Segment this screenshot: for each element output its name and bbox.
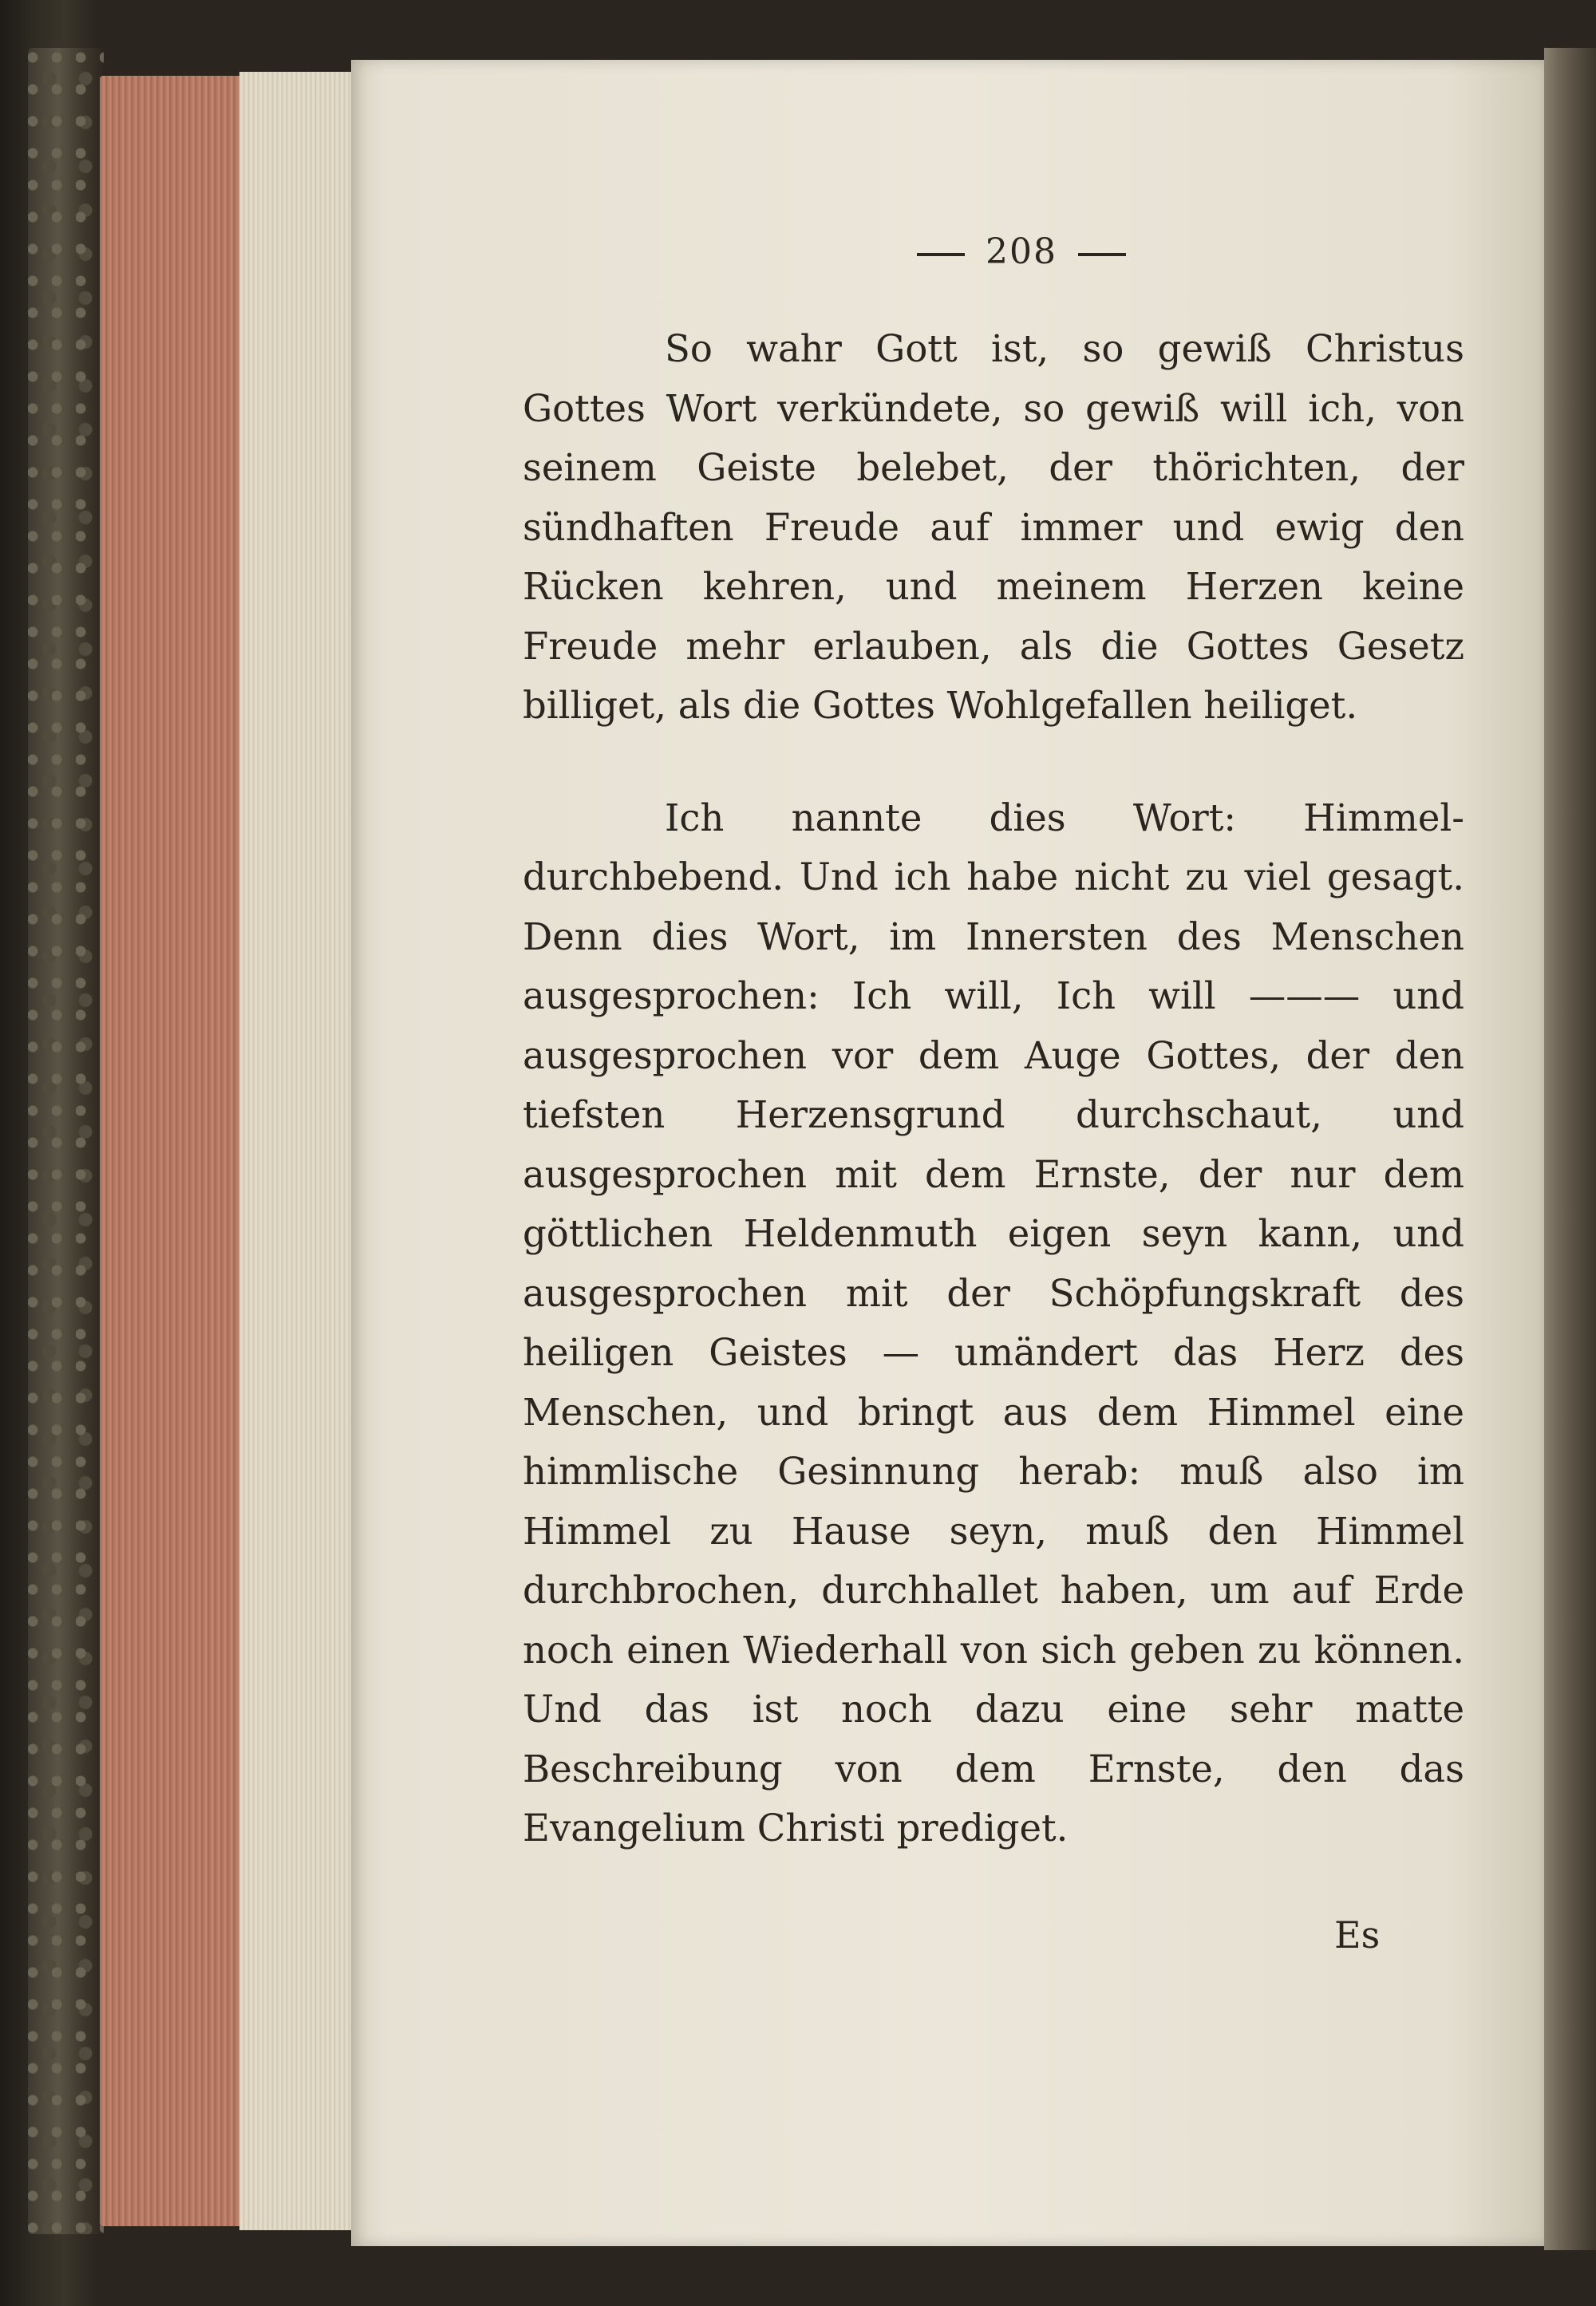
book-cover-edge [28,48,104,2234]
catchword: Es [1334,1913,1381,1957]
page-block-inner-edges [239,72,359,2230]
header-dash-right [1078,253,1126,256]
header-dash-left [917,253,965,256]
page-number: 208 [986,231,1057,272]
page-header [878,231,1165,272]
paragraph-2: Ich nannte dies Wort: Himmel-durchbebend. Und ich habe nicht zu viel gesagt. Denn dies Wort, im Innersten des Menschen ausgesprochen: Ich will, Ich will ——— und ausgesprochen vor dem Auge Gottes, der den tiefsten Herzensgrund durchschaut, und ausgesprochen mit dem Ernste, der nur dem göttlichen Heldenmuth eigen seyn kann, und ausgesprochen mit der Schöpfungskraft des heiligen Geistes — umändert das Herz des Menschen, und bringt aus dem Himmel eine himmlische Gesinnung herab: muß also im Himmel zu Hause seyn, muß den Himmel durchbrochen, durchhallet haben, um auf Erde noch einen Wiederhall von sich geben zu können. Und das ist noch dazu eine sehr matte Beschreibung von dem Ernste, den das Evangelium Christi prediget. [523,796,1464,1850]
page-body [523,319,1464,1858]
paragraph-1: So wahr Gott ist, so gewiß Christus Gottes Wort verkündete, so gewiß will ich, von seinem Geiste belebet, der thörichten, der sündhaften Freude auf immer und ewig den Rücken kehren, und meinem Herzen keine Freude mehr erlauben, als die Gottes Gesetz billiget, als die Gottes Wohlgefallen heiliget. [523,327,1464,727]
book-gutter [1544,48,1596,2250]
